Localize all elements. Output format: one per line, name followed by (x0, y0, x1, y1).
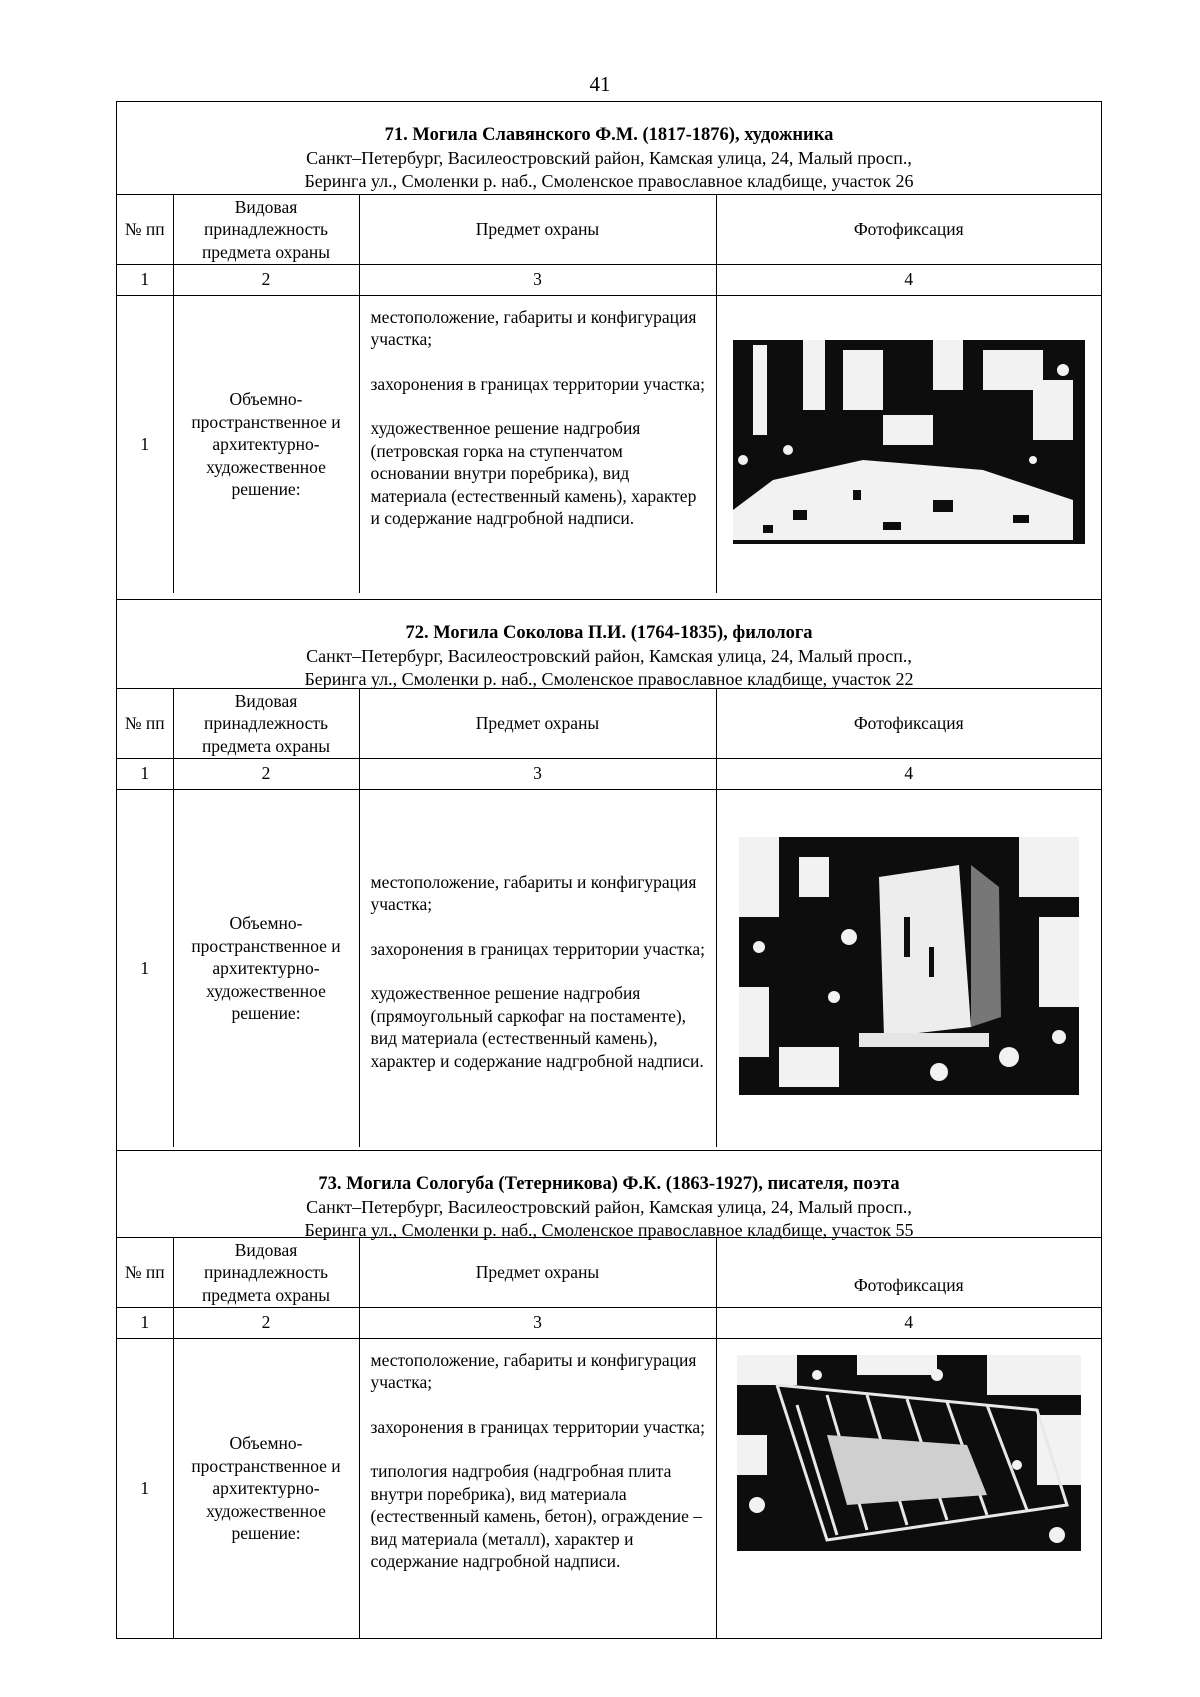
col-number: 4 (716, 758, 1101, 789)
col-type-header: Видовая принадлежность предмета охраны (173, 195, 359, 264)
col-photo-header: Фотофиксация (716, 1238, 1101, 1307)
col-number: 3 (359, 264, 716, 295)
row-subject (359, 295, 716, 593)
col-number: 1 (117, 758, 173, 789)
table-row (117, 1338, 1101, 1638)
col-subject-header: Предмет охраны (359, 195, 716, 264)
entry-address-line: Беринга ул., Смоленки р. наб., Смоленское православное кладбище, участок 22 (304, 669, 914, 689)
entry-table (117, 195, 1101, 593)
grave-photo-image (739, 837, 1079, 1095)
col-number: 1 (117, 1307, 173, 1338)
column-header-row (117, 195, 1101, 264)
col-subject-header: Предмет охраны (359, 1238, 716, 1307)
col-number: 4 (716, 264, 1101, 295)
subject-item: художественное решение надгробия (прямоугольный саркофаг на постаменте), вид материала (естественный камень), характер и содержание надгробной надписи. (370, 983, 704, 1071)
subject-item: захоронения в границах территории участка; (370, 938, 706, 959)
col-photo-header: Фотофиксация (716, 195, 1101, 264)
col-number: 2 (173, 758, 359, 789)
row-type: Объемно-пространственное и архитектурно-художественное решение: (173, 789, 359, 1147)
entry-address-line: Санкт–Петербург, Василеостровский район, Камская улица, 24, Малый просп., (306, 1197, 912, 1217)
subject-item: захоронения в границах территории участка; (370, 1416, 706, 1437)
entry-address-line: Беринга ул., Смоленки р. наб., Смоленское православное кладбище, участок 26 (304, 171, 914, 191)
subject-item: захоронения в границах территории участка; (370, 373, 706, 394)
table-row (117, 789, 1101, 1147)
entry-title: 71. Могила Славянского Ф.М. (1817-1876), художника (384, 125, 834, 145)
entry-header (117, 600, 1101, 689)
row-subject (359, 789, 716, 1147)
table-row (117, 295, 1101, 593)
entry-address-line: Санкт–Петербург, Василеостровский район, Камская улица, 24, Малый просп., (306, 148, 912, 168)
col-num-header: № пп (117, 195, 173, 264)
subject-item: местоположение, габариты и конфигурация участка; (370, 871, 697, 914)
col-type-header: Видовая принадлежность предмета охраны (173, 1238, 359, 1307)
entry-table (117, 1238, 1101, 1638)
entry-header (117, 102, 1101, 195)
column-number-row (117, 1307, 1101, 1338)
subject-item: типология надгробия (надгробная плита внутри поребрика), вид материала (естественный камень, бетон), ограждение – вид материала (металл), характер и содержание надгробной надписи. (370, 1461, 703, 1571)
subject-item: местоположение, габариты и конфигурация участка; (370, 1349, 697, 1392)
entry-71 (117, 102, 1101, 599)
column-header-row (117, 689, 1101, 758)
entry-address-line: Беринга ул., Смоленки р. наб., Смоленское православное кладбище, участок 55 (304, 1220, 914, 1240)
col-number: 2 (173, 264, 359, 295)
col-subject-header: Предмет охраны (359, 689, 716, 758)
row-photo (716, 789, 1101, 1147)
row-type: Объемно-пространственное и архитектурно-художественное решение: (173, 295, 359, 593)
entry-72 (117, 599, 1101, 1150)
col-number: 1 (117, 264, 173, 295)
col-num-header: № пп (117, 1238, 173, 1307)
col-number: 3 (359, 758, 716, 789)
row-number: 1 (117, 295, 173, 593)
subject-item: местоположение, габариты и конфигурация участка; (370, 306, 697, 349)
grave-photo-image (737, 1355, 1081, 1551)
entry-73 (117, 1150, 1101, 1640)
column-number-row (117, 758, 1101, 789)
grave-photo-image (733, 340, 1085, 544)
row-type: Объемно-пространственное и архитектурно-художественное решение: (173, 1338, 359, 1638)
entry-title: 72. Могила Соколова П.И. (1764-1835), филолога (405, 623, 813, 643)
col-number: 2 (173, 1307, 359, 1338)
entry-table (117, 689, 1101, 1147)
col-num-header: № пп (117, 689, 173, 758)
row-photo (716, 1338, 1101, 1638)
row-number: 1 (117, 1338, 173, 1638)
col-number: 3 (359, 1307, 716, 1338)
column-number-row (117, 264, 1101, 295)
entry-header (117, 1151, 1101, 1238)
page-number: 41 (589, 72, 611, 96)
col-type-header: Видовая принадлежность предмета охраны (173, 689, 359, 758)
col-photo-header: Фотофиксация (716, 689, 1101, 758)
column-header-row (117, 1238, 1101, 1307)
row-subject (359, 1338, 716, 1638)
row-photo (716, 295, 1101, 593)
row-number: 1 (117, 789, 173, 1147)
document-table (116, 101, 1102, 1639)
entry-title: 73. Могила Сологуба (Тетерникова) Ф.К. (1863-1927), писателя, поэта (318, 1174, 900, 1194)
col-number: 4 (716, 1307, 1101, 1338)
subject-item: художественное решение надгробия (петровская горка на ступенчатом основании внутри поребрика), вид материала (естественный камень), характер и содержание надгробной надписи. (370, 418, 697, 528)
entry-address-line: Санкт–Петербург, Василеостровский район, Камская улица, 24, Малый просп., (306, 646, 912, 666)
